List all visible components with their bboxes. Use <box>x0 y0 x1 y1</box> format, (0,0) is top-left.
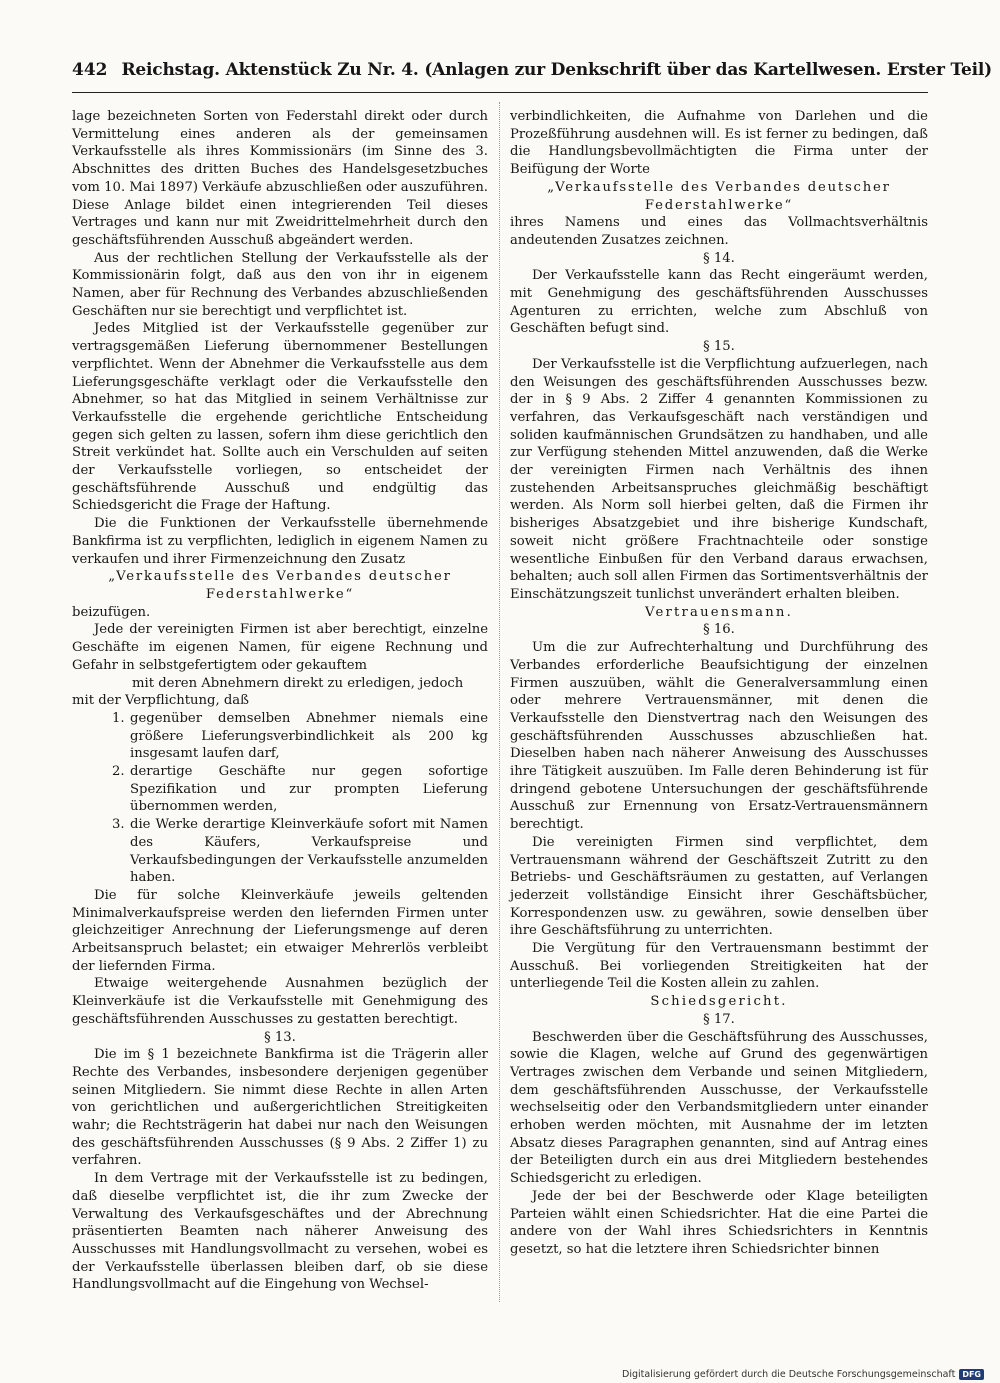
paragraph: Etwaige weitergehende Ausnahmen bezüglich der Kleinverkäufe ist die Verkaufsstelle mit Genehmigung des geschäftsführenden Ausschusses zu gestatten berechtigt. <box>72 976 488 1027</box>
paragraph: Jede der bei der Beschwerde oder Klage beteiligten Parteien wählt einen Schiedsrichter. Hat die eine Partei die andere von der Wahl ihres Schiedsrichters in Kenntnis gesetzt, so hat die letztere ihren Schiedsrichter binnen <box>510 1188 928 1257</box>
page-number: 442 <box>72 60 108 80</box>
paragraph: Um die zur Aufrechterhaltung und Durchführung des Verbandes erforderliche Beaufsichtigung der einzelnen Firmen auszuüben, wählt die Generalversammlung einen oder mehrere Vertrauensmänner, mit denen die Verkaufsstelle den Dienstvertrag nach den Weisungen des geschäftsführenden Ausschusses abzuschließen hat. Dieselben haben nach näherer Anweisung des Ausschusses ihre Tätigkeit auszuüben. Im Falle deren Behinderung ist für dringend gebotene Untersuchungen der geschäftsführende Ausschuß zur Ernennung von Ersatz-Vertrauensmännern berechtigt. <box>510 640 928 833</box>
paragraph: ihres Namens und eines das Vollmachtsverhältnis andeutenden Zusatzes zeichnen. <box>510 215 928 248</box>
quoted-firm-name: „Verkaufsstelle des Verbandes deutscher Federstahlwerke“ <box>547 179 891 213</box>
list-item <box>72 816 488 887</box>
paragraph: Jede der vereinigten Firmen ist aber berechtigt, einzelne Geschäfte im eigenen Namen, für eigene Rechnung und Gefahr in selbstgefertigtem oder gekauftem <box>72 622 488 673</box>
paragraph: Die für solche Kleinverkäufe jeweils geltenden Minimalverkaufspreise werden den liefernden Firmen unter gleichzeitiger Anrechnung der Lieferungsmenge auf deren Arbeitsanspruch belastet; ein etwaiger Mehrerlös verbleibt der liefernden Firma. <box>72 887 488 974</box>
paragraph: Die die Funktionen der Verkaufsstelle übernehmende Bankfirma ist zu verpflichten, lediglich in eigenem Namen zu verkaufen und ihrer Firmenzeichnung den Zusatz <box>72 516 488 567</box>
section-heading: § 16. <box>703 622 735 638</box>
column-divider <box>499 102 500 1302</box>
header-rule <box>72 92 928 93</box>
right-column <box>510 108 928 1259</box>
paragraph: verbindlichkeiten, die Aufnahme von Darlehen und die Prozeßführung ausdehnen will. Es ist ferner zu bedingen, daß die Handlungsbevollmächtigten die Firma unter der Beifügung der Worte <box>510 109 928 178</box>
list-item <box>72 710 488 763</box>
list-item-text: derartige Geschäfte nur gegen sofortige Spezifikation und zur prompten Lieferung übernommen werden, <box>130 764 488 815</box>
list-item-text: die Werke derartige Kleinverkäufe sofort mit Namen des Käufers, Verkaufspreise und Verkaufsbedingungen der Verkaufsstelle anzumelden haben. <box>130 817 488 886</box>
paragraph: Die vereinigten Firmen sind verpflichtet, dem Vertrauensmann während der Geschäftszeit Zutritt zu den Betriebs- und Geschäftsräumen zu gestatten, auf Verlangen jederzeit vollständige Einsicht ihrer Geschäftsbücher, Korrespondenzen usw. zu gewähren, sowie denselben über ihre Geschäftsführung zu unterrichten. <box>510 834 928 939</box>
quoted-firm-name: „Verkaufsstelle des Verbandes deutscher Federstahlwerke“ <box>108 569 452 602</box>
section-heading: § 14. <box>703 250 735 266</box>
list-item-number: 3. <box>112 817 125 833</box>
paragraph: Die im § 1 bezeichnete Bankfirma ist die Trägerin aller Rechte des Verbandes, insbesondere derjenigen gegenüber seinen Mitgliedern. Sie nimmt diese Rechte in allen Arten von gerichtlichen und außergerichtlichen Streitigkeiten wahr; die Rechtsträgerin hat dabei nur nach den Weisungen des geschäftsführenden Ausschusses (§ 9 Abs. 2 Ziffer 1) zu verfahren. <box>72 1047 488 1169</box>
paragraph: lage bezeichneten Sorten von Federstahl direkt oder durch Vermittelung eines anderen als der gemeinsamen Verkaufsstelle als ihres Kommissionärs (im Sinne des 3. Abschnittes des dritten Buches des Handelsgesetzbuches vom 10. Mai 1897) Verkäufe abzuschließen oder auszuführen. Diese Anlage bildet einen integrierenden Teil dieses Vertrages und kann nur mit Zweidrittelmehrheit durch den geschäftsführenden Ausschuß abgeändert werden. <box>72 109 488 248</box>
footer-text: Digitalisierung gefördert durch die Deutsche Forschungsgemeinschaft <box>622 1369 956 1380</box>
paragraph: Aus der rechtlichen Stellung der Verkaufsstelle als der Kommissionärin folgt, daß aus den von ihr in eigenem Namen, aber für Rechnung des Verbandes abzuschließenden Geschäften nur sie berechtigt und verpflichtet ist. <box>72 250 488 319</box>
numbered-list <box>72 710 488 887</box>
paragraph: beizufügen. <box>72 604 151 620</box>
paragraph: mit deren Abnehmern direkt zu erledigen, jedoch <box>132 675 464 691</box>
section-heading: Vertrauensmann. <box>645 604 793 620</box>
list-item-number: 1. <box>112 710 125 726</box>
paragraph: In dem Vertrage mit der Verkaufsstelle ist zu bedingen, daß dieselbe verpflichtet ist, die ihr zum Zwecke der Verwaltung des Verkaufsgeschäftes und der Abrechnung präsentierten Beamten nach näherer Anweisung des Ausschusses mit Handlungsvollmacht zu versehen, wobei es der Verkaufsstelle überlassen bleiben darf, ob sie diese Handlungsvollmacht auf die Eingehung von Wechsel- <box>72 1171 488 1293</box>
paragraph: Der Verkaufsstelle ist die Verpflichtung aufzuerlegen, nach den Weisungen des geschäftsführenden Ausschusses bezw. der in § 9 Abs. 2 Ziffer 4 genannten Kommissionen zu verfahren, das Verkaufsgeschäft nach verständigen und soliden kaufmännischen Grundsätzen zu handhaben, und alle zur Verfügung stehenden Mittel anzuwenden, daß die Werke der vereinigten Firmen nach Verhältnis des ihnen zustehenden Arbeitsanspruches gleichmäßig beschäftigt werden. Als Norm soll hierbei gelten, daß die Firmen ihr bisheriges Absatzgebiet und ihre bisherige Kundschaft, soweit nicht größere Frachtnachteile oder sonstige wesentliche Einbußen für den Verband daraus erwachsen, behalten; auch soll allen Firmen das Sortimentsverhältnis der Einschätzungszeit tunlichst unverändert erhalten bleiben. <box>510 356 928 602</box>
section-heading: § 13. <box>264 1029 296 1045</box>
paragraph: Beschwerden über die Geschäftsführung des Ausschusses, sowie die Klagen, welche auf Grund des gegenwärtigen Vertrages zwischen dem Verbande und seinen Mitgliedern, dem geschäftsführenden Ausschusse, der Verkaufsstelle wechselseitig oder den Verbandsmitgliedern unter einander erhoben werden möchten, mit Ausnahme der im letzten Absatz dieses Paragraphen genannten, sind auf Antrag eines der Beteiligten durch ein aus drei Mitgliedern bestehendes Schiedsgericht zu erledigen. <box>510 1029 928 1187</box>
left-column <box>72 108 488 1294</box>
list-item-text: gegenüber demselben Abnehmer niemals eine größere Lieferungsverbindlichkeit als 200 kg insgesamt laufen darf, <box>130 710 488 762</box>
section-heading: § 15. <box>703 339 735 355</box>
list-item <box>72 763 488 816</box>
paragraph: mit der Verpflichtung, daß <box>72 693 249 709</box>
dfg-logo: DFG <box>959 1369 984 1380</box>
paragraph: Der Verkaufsstelle kann das Recht eingeräumt werden, mit Genehmigung des geschäftsführenden Ausschusses Agenturen zu errichten, welche zum Abschluß von Geschäften befugt sind. <box>510 268 928 337</box>
running-head-title: Reichstag. Aktenstück Zu Nr. 4. (Anlagen zur Denkschrift über das Kartellwesen. Erster Teil) <box>121 60 992 80</box>
paragraph: Jedes Mitglied ist der Verkaufsstelle gegenüber zur vertragsgemäßen Lieferung übernommener Bestellungen verpflichtet. Wenn der Abnehmer die Verkaufsstelle aus dem Lieferungsgeschäfte verklagt oder die Verkaufsstelle den Abnehmer, so hat das Mitglied in seinem Verhältnisse zur Verkaufsstelle die ergehende gerichtliche Entscheidung gegen sich gelten zu lassen, sofern ihm diese gerichtlich den Streit verkündet hat. Sollte auch ein Verschulden auf seiten der Verkaufsstelle vorliegen, so entscheidet der geschäftsführende Ausschuß und endgültig das Schiedsgericht die Frage der Haftung. <box>72 321 488 514</box>
paragraph: Die Vergütung für den Vertrauensmann bestimmt der Ausschuß. Bei vorliegenden Streitigkeiten hat der unterliegende Teil die Kosten allein zu zahlen. <box>510 941 928 992</box>
section-heading: Schiedsgericht. <box>650 994 788 1010</box>
list-item-number: 2. <box>112 764 125 780</box>
running-header <box>72 60 992 86</box>
section-heading: § 17. <box>703 1011 735 1027</box>
footer-credit <box>622 1369 984 1380</box>
